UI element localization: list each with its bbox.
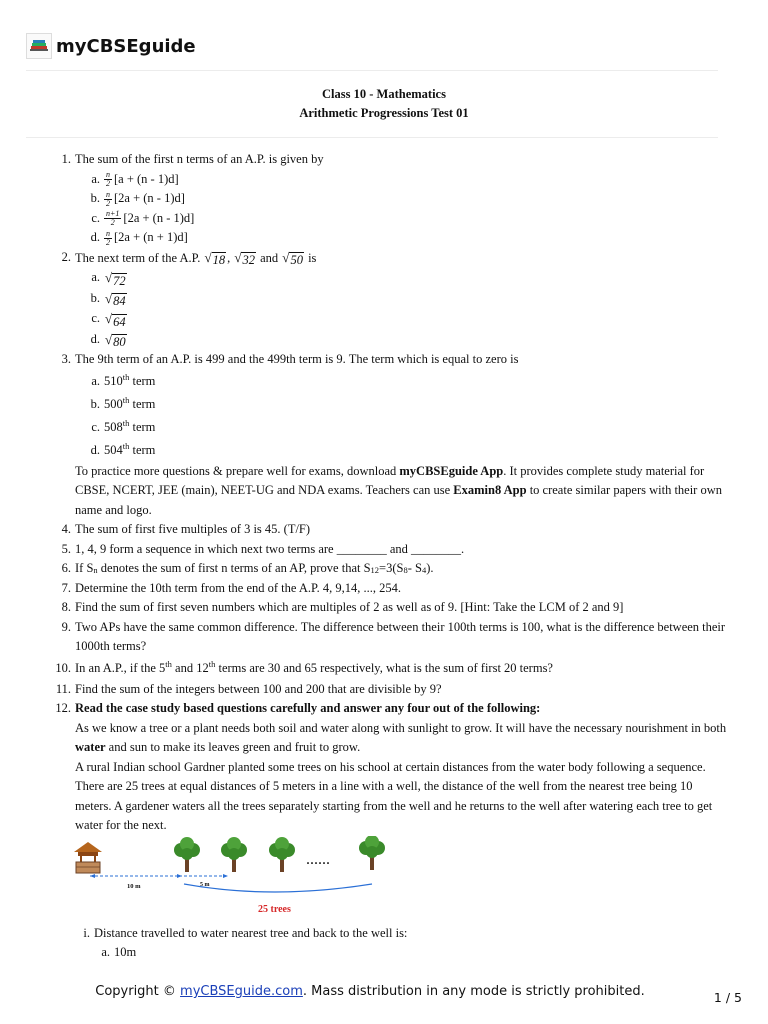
case-paragraph-1: As we know a tree or a plant needs both soil and water along with sunlight to grow. It will have the necessary nourishment in both water and sun to make its leaves green and fruit to grow. xyxy=(75,720,727,754)
option: a. √ 72 xyxy=(91,270,126,288)
footer: Copyright © myCBSEguide.com. Mass distribution in any mode is strictly prohibited. xyxy=(95,984,645,999)
option: b. 500th term xyxy=(90,394,156,411)
question-12: 12. Read the case study based questions carefully and answer any four out of the following: xyxy=(55,701,541,715)
square-root: √ 84 xyxy=(105,290,126,308)
brand-name: myCBSEguide xyxy=(56,35,196,57)
question-6: 6. If $S_n$ denotes the sum of first n terms of an AP, prove that $S_{12}=3(S_8-$ $S_4$). xyxy=(61,561,434,575)
question-7: 7. Determine the 10th term from the end of the A.P. 4, 9,14, ..., 254. xyxy=(61,580,401,595)
option: c. √ 64 xyxy=(91,311,126,329)
option: a. $\frac{n}{2}$ [a + (n - 1)d] xyxy=(91,170,179,189)
figure-caption: 25 trees xyxy=(258,903,291,915)
question-text: The sum of the first n terms of an A.P. is given by xyxy=(75,152,324,166)
option: c. $\frac{n+1}{2}$ [2a + (n - 1)d] xyxy=(91,209,195,228)
app-name: myCBSEguide App xyxy=(399,463,504,478)
question-5: 5. 1, 4, 9 form a sequence in which next two terms are ________ and ________. xyxy=(61,541,465,556)
option: a. 10m xyxy=(101,945,137,959)
square-root: √ 80 xyxy=(105,331,126,349)
trees-figure xyxy=(72,836,392,924)
fraction: $\frac{n+1}{2}$ xyxy=(106,209,120,228)
header xyxy=(26,32,196,60)
option: c. 508th term xyxy=(91,417,156,434)
tree-icon xyxy=(221,837,247,872)
case-study-heading: Read the case study based questions carefully and answer any four out of the following: xyxy=(75,701,541,715)
promo-paragraph: To practice more questions & prepare well for exams, download myCBSEguide App. It provides complete study material for CBSE, NCERT, JEE (main), NEET-UG and NDA exams. Teachers can use Examin8 App to create similar papers with their own name and logo. xyxy=(75,463,723,517)
fraction: $\frac{n}{2}$ xyxy=(106,228,110,247)
fraction: $\frac{n}{2}$ xyxy=(106,189,110,208)
question-3: 3. The 9th term of an A.P. is 499 and the 499th term is 9. The term which is equal to zero is xyxy=(61,352,519,366)
question-9: 9. Two APs have the same common difference. The difference between their 100th terms is 100, what is the difference between their 1000th terms? xyxy=(61,619,726,653)
square-root: √ 18 xyxy=(204,249,226,267)
distance-label: 5 m xyxy=(200,881,210,888)
case-paragraph-2: A rural Indian school Gardner planted some trees on his school at certain distances from the water body following a sequence. There are 25 trees at equal distances of 5 meters in a line with a well, the distance of the well from the nearest tree being 10 meters. A gardener waters all the trees separately starting from the well and he returns to the well after watering each tree to get water for the next. xyxy=(75,759,713,832)
copyright-link[interactable]: myCBSEguide.com xyxy=(180,984,303,999)
question-text: The 9th term of an A.P. is 499 and the 499th term is 9. The term which is equal to zero is xyxy=(75,352,519,366)
square-root: √ 64 xyxy=(105,311,126,329)
page-title: Class 10 - Mathematics xyxy=(322,87,446,101)
question-list xyxy=(0,150,768,963)
option: d. √ 80 xyxy=(90,331,126,349)
option: d. $\frac{n}{2}$ [2a + (n + 1)d] xyxy=(90,228,188,247)
option: d. 504th term xyxy=(90,440,156,457)
option: a. 510th term xyxy=(91,371,156,388)
question-2: 2. The next term of the A.P. √ 18 , √ 32 and √ 50 is xyxy=(61,249,317,267)
dots-label: ...... xyxy=(306,850,330,868)
title-divider xyxy=(26,137,718,138)
logo-icon xyxy=(26,33,52,59)
distance-label: 10 m xyxy=(127,882,141,890)
trees-diagram xyxy=(72,836,392,924)
tree-icon xyxy=(359,836,385,870)
tree-icon xyxy=(269,837,295,872)
question-10: 10. In an A.P., if the 5th and 12th terms are 30 and 65 respectively, what is the sum of first 20 terms? xyxy=(55,658,553,675)
well-icon xyxy=(74,842,102,873)
app-name: Examin8 App xyxy=(453,483,527,497)
tree-icon xyxy=(174,837,200,872)
square-root: √ 50 xyxy=(282,249,303,267)
page-subtitle: Arithmetic Progressions Test 01 xyxy=(299,106,469,120)
header-divider xyxy=(26,70,718,71)
square-root: √ 32 xyxy=(234,249,255,267)
question-4: 4. The sum of first five multiples of 3 is 45. (T/F) xyxy=(61,522,311,536)
page-number: 1 / 5 xyxy=(713,990,742,1005)
square-root: √ 72 xyxy=(105,270,126,288)
option: b. √ 84 xyxy=(90,290,126,308)
question-1: 1. The sum of the first n terms of an A.P. is given by xyxy=(61,152,324,166)
question-8: 8. Find the sum of first seven numbers which are multiples of 2 as well as of 9. [Hint: Take the LCM of 2 and 9] xyxy=(61,600,624,614)
question-11: 11. Find the sum of the integers between 100 and 200 that are divisible by 9? xyxy=(55,681,442,696)
fraction: $\frac{n}{2}$ xyxy=(106,170,110,189)
sub-question-1: i. Distance travelled to water nearest tree and back to the well is: xyxy=(83,925,408,940)
option: b. $\frac{n}{2}$ [2a + (n - 1)d] xyxy=(90,189,185,208)
